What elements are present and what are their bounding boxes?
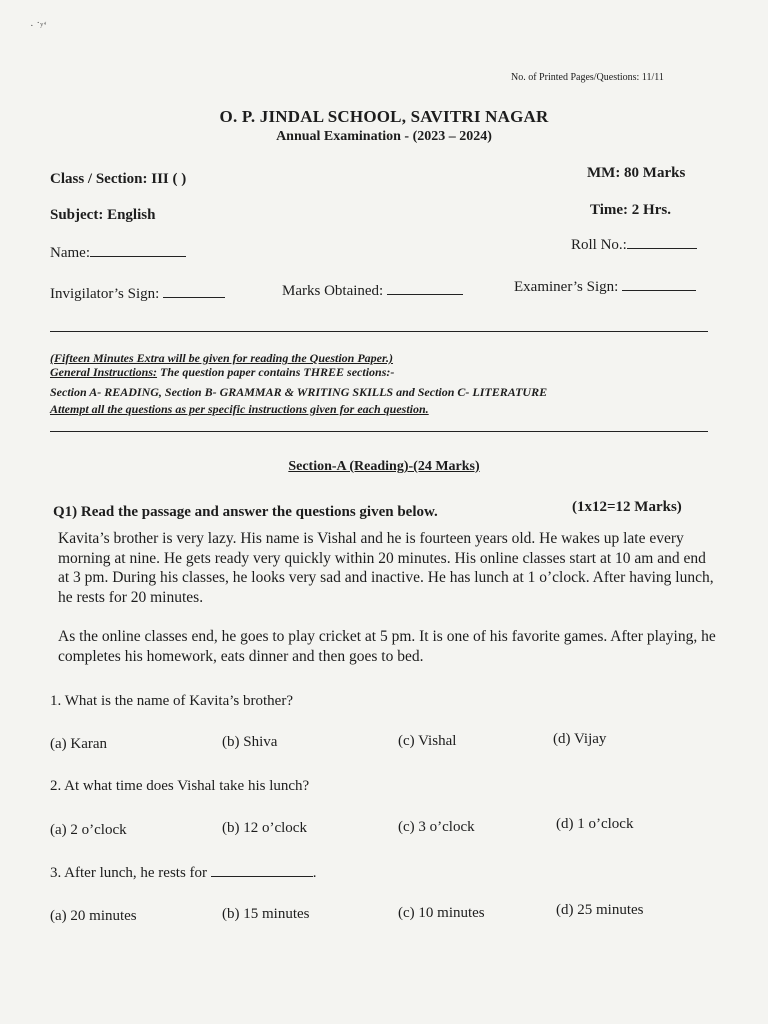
divider-bottom <box>50 431 708 432</box>
divider-top <box>50 331 708 332</box>
name-label: Name: <box>50 245 90 261</box>
q3-option-a[interactable]: (a) 20 minutes <box>50 908 137 924</box>
invigilator-blank[interactable] <box>163 285 225 298</box>
max-marks: MM: 80 Marks <box>587 165 686 181</box>
general-instructions-label: General Instructions: <box>50 365 158 379</box>
question-3-text: 3. After lunch, he rests for <box>50 865 208 881</box>
q2-option-a[interactable]: (a) 2 o’clock <box>50 822 127 838</box>
examiner-field[interactable] <box>514 278 696 296</box>
q3-option-c[interactable]: (c) 10 minutes <box>398 905 485 921</box>
passage-paragraph-1: Kavita’s brother is very lazy. His name is Vishal and he is fourteen years old. He wakes up late every morning at nine. He gets ready very quickly within 20 minutes. His online classes start at 10 am and end at 3 pm. During his classes, he looks very sad and inactive. He has lunch at 1 o’clock. After having lunch, he rests for 20 minutes. <box>58 530 714 606</box>
instruction-sections: Section A- READING, Section B- GRAMMAR & WRITING SKILLS and Section C- LITERATURE <box>50 385 548 399</box>
roll-blank[interactable] <box>627 236 697 249</box>
q1-option-b[interactable]: (b) Shiva <box>222 734 278 750</box>
q2-option-c[interactable]: (c) 3 o’clock <box>398 819 475 835</box>
q1-marks: (1x12=12 Marks) <box>572 499 682 515</box>
invigilator-label: Invigilator’s Sign: <box>50 286 160 302</box>
name-blank[interactable] <box>90 244 186 257</box>
examiner-blank[interactable] <box>622 278 696 291</box>
instruction-extra-time: (Fifteen Minutes Extra will be given for reading the Question Paper.) <box>50 351 394 365</box>
exam-title: Annual Examination - (2023 – 2024) <box>276 129 492 144</box>
roll-label: Roll No.: <box>571 237 627 253</box>
q2-option-b[interactable]: (b) 12 o’clock <box>222 820 307 836</box>
general-instructions-text: The question paper contains THREE sections:- <box>157 365 395 379</box>
question-3-blank[interactable] <box>211 864 313 877</box>
q1-option-a[interactable]: (a) Karan <box>50 736 108 752</box>
q1-option-d[interactable]: (d) Vijay <box>553 731 607 747</box>
q3-option-b[interactable]: (b) 15 minutes <box>222 906 310 922</box>
printed-pages-note: No. of Printed Pages/Questions: 11/11 <box>511 72 664 83</box>
section-a-title: Section-A (Reading)-(24 Marks) <box>288 459 480 474</box>
examiner-label: Examiner’s Sign: <box>514 279 619 295</box>
class-section: Class / Section: III ( ) <box>50 171 187 187</box>
q2-option-d[interactable]: (d) 1 o’clock <box>556 816 634 832</box>
q1-option-c[interactable]: (c) Vishal <box>398 733 457 749</box>
roll-field[interactable] <box>571 236 697 254</box>
marks-obtained-blank[interactable] <box>387 282 463 295</box>
time-allowed: Time: 2 Hrs. <box>590 202 671 218</box>
invigilator-field[interactable] <box>50 285 225 303</box>
question-1: 1. What is the name of Kavita’s brother? <box>50 693 293 709</box>
q1-title: Q1) Read the passage and answer the questions given below. <box>53 504 438 520</box>
question-3 <box>50 864 317 882</box>
q3-option-d[interactable]: (d) 25 minutes <box>556 902 644 918</box>
question-2: 2. At what time does Vishal take his lunch? <box>50 778 310 794</box>
name-field[interactable] <box>50 244 186 262</box>
scan-specks: · ˙ʸ‘ <box>30 20 48 32</box>
instruction-attempt-all: Attempt all the questions as per specific instructions given for each question. <box>50 402 429 416</box>
passage-paragraph-2: As the online classes end, he goes to play cricket at 5 pm. It is one of his favorite games. After playing, he completes his homework, eats dinner and then goes to bed. <box>58 628 716 665</box>
school-name: O. P. JINDAL SCHOOL, SAVITRI NAGAR <box>219 107 549 126</box>
subject: Subject: English <box>50 207 156 223</box>
marks-obtained-label: Marks Obtained: <box>282 283 384 299</box>
instruction-general <box>50 366 394 379</box>
question-3-end: . <box>312 865 317 881</box>
marks-obtained-field[interactable] <box>282 282 463 300</box>
